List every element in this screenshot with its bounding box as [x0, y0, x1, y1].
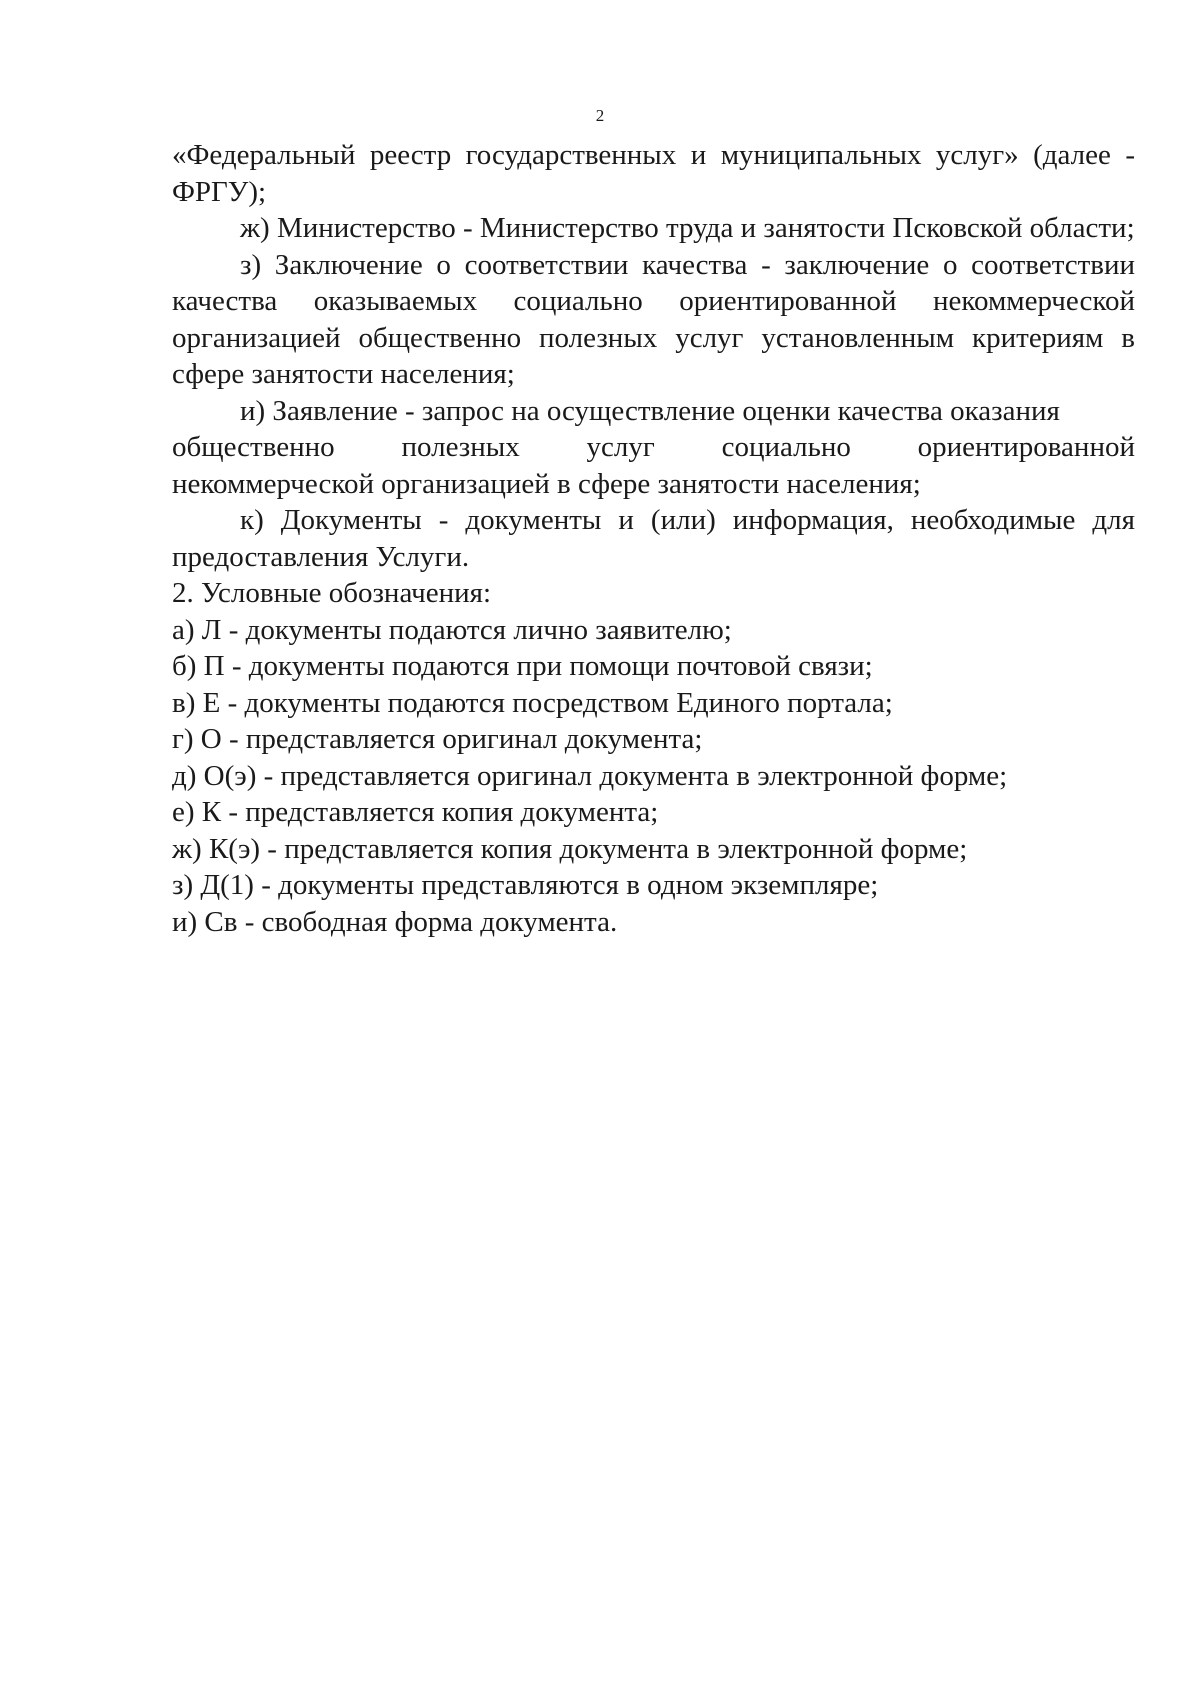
legend-item: и) Св - свободная форма документа. — [172, 905, 618, 938]
page-number: 2 — [595, 106, 605, 125]
paragraph-documents: к) Документы - документы и (или) информация, необходимые для предоставления Услуги. — [172, 504, 1135, 573]
legend-item: а) Л - документы подаются лично заявителю; — [172, 613, 732, 646]
paragraph-ministry: ж) Министерство - Министерство труда и занятости Псковской области; — [240, 212, 1135, 244]
paragraph-application-line-1: и) Заявление - запрос на осуществление оценки качества оказания — [240, 394, 1060, 427]
section-heading-legend: 2. Условные обозначения: — [172, 577, 492, 609]
legend-item: г) О - представляется оригинал документа; — [172, 723, 703, 755]
paragraph-application-line-2: общественно полезных услуг социально ориентированной — [172, 431, 1135, 463]
paragraph-application-line-3: некоммерческой организацией в сфере занятости населения; — [172, 467, 921, 500]
legend-item: в) Е - документы подаются посредством Единого портала; — [172, 686, 893, 719]
document-body — [172, 137, 1135, 940]
legend-item: е) К - представляется копия документа; — [172, 796, 659, 828]
legend-item: б) П - документы подаются при помощи почтовой связи; — [172, 650, 873, 682]
legend-item: д) О(э) - представляется оригинал документа в электронной форме; — [172, 759, 1008, 792]
paragraph-frgu: «Федеральный реестр государственных и муниципальных услуг» (далее - ФРГУ); — [172, 139, 1135, 208]
legend-item: з) Д(1) - документы представляются в одном экземпляре; — [172, 869, 879, 901]
legend-item: ж) К(э) - представляется копия документа в электронной форме; — [172, 832, 968, 865]
paragraph-conclusion: з) Заключение о соответствии качества - заключение о соответствии качества оказываемых социально ориентированной некоммерческой организацией общественно полезных услуг установленным критериям в сфере занятости населения; — [172, 248, 1135, 390]
